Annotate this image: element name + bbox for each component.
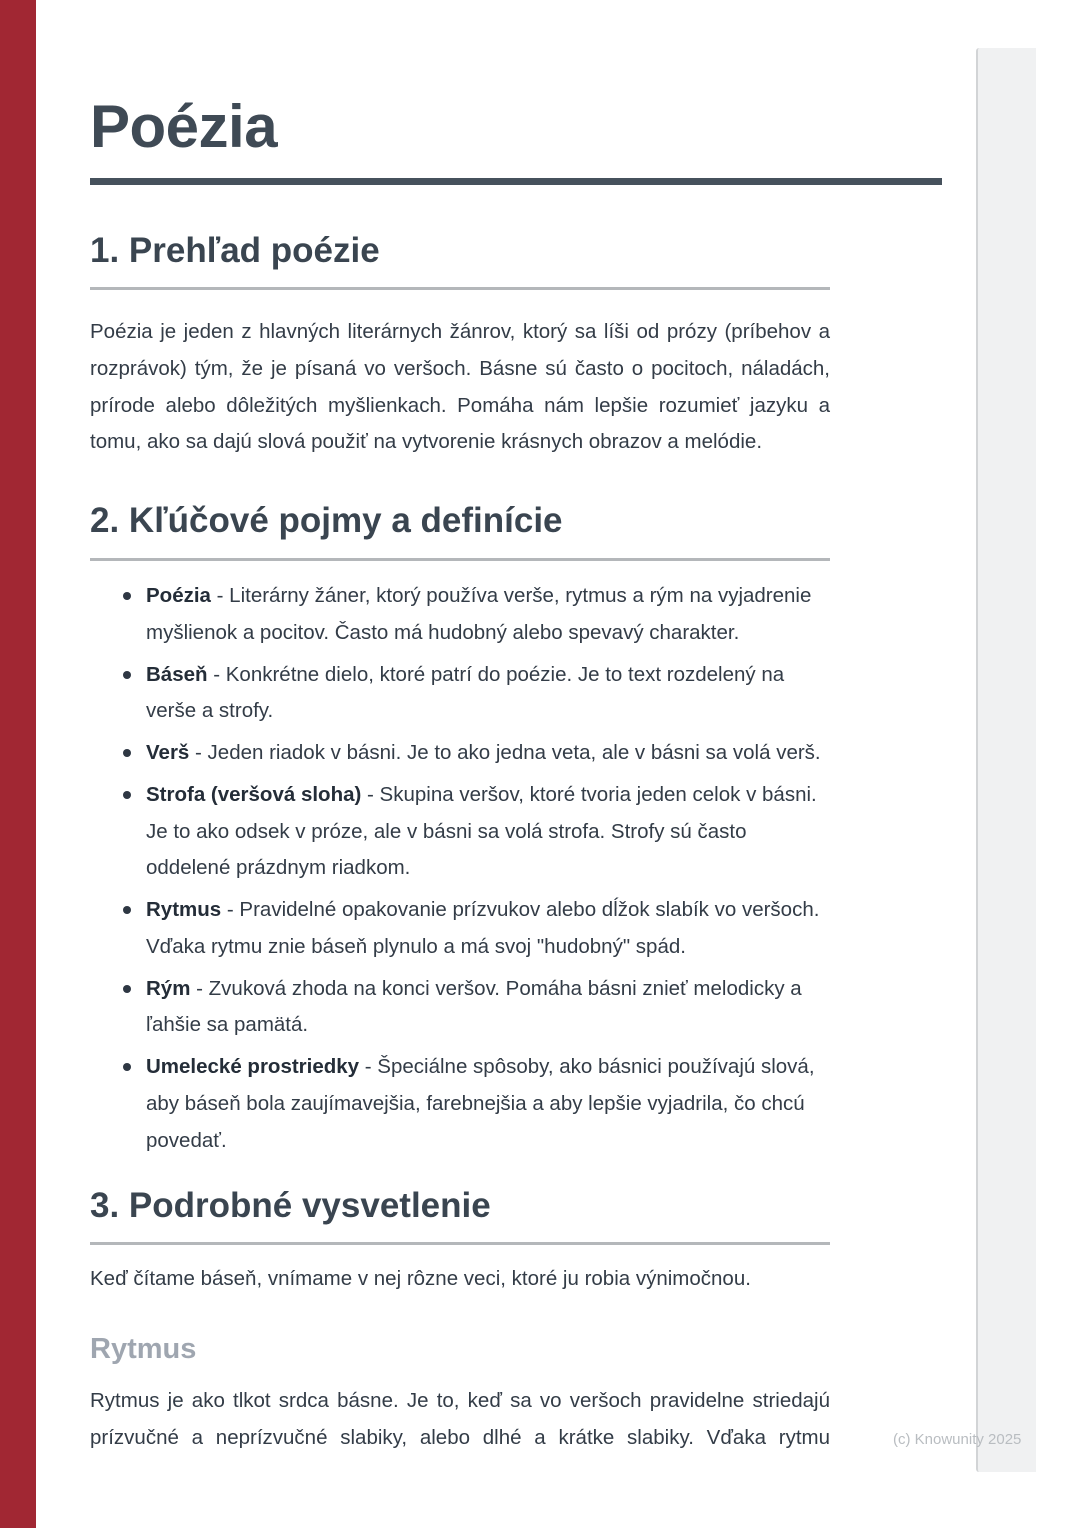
term-definition: - Špeciálne spôsoby, ako básnici používajú slová, aby báseň bola zaujímavejšia, farebnejšia a aby lepšie vyjadrila, čo chcú povedať. [146,1055,815,1152]
section-divider-2 [90,558,830,561]
copyright-watermark: (c) Knowunity 2025 [893,1431,1022,1448]
term-label: Rým [146,976,191,1000]
bullet-icon [123,985,131,993]
term-definition: - Jeden riadok v básni. Je to ako jedna veta, ale v básni sa volá verš. [195,741,821,764]
bullet-icon [123,791,131,799]
page-title: Poézia [90,93,278,160]
list-item-umelecke-prostriedky [90,1049,830,1159]
term-definition: - Literárny žáner, ktorý používa verše, rytmus a rým na vyjadrenie myšlienok a pocitov. Často má hudobný alebo spevavý charakter. [146,584,812,644]
section-heading-3: 3. Podrobné vysvetlenie [90,1186,491,1225]
term-definition: - Skupina veršov, ktoré tvoria jeden celok v básni. Je to ako odsek v próze, ale v básni sa volá strofa. Strofy sú často oddelené prázdnym riadkom. [146,782,817,880]
bullet-icon [123,749,131,757]
list-item-strofa [90,777,830,887]
section-heading-1: 1. Prehľad poézie [90,231,380,270]
bullet-icon [123,592,131,600]
list-item-basen [90,657,830,731]
list-item-poezia [90,578,830,652]
term-label: Rytmus [146,898,222,921]
bullet-icon [123,906,131,914]
list-item-rytmus [90,892,830,966]
bullet-icon [123,1063,131,1071]
term-label: Strofa (veršová sloha) [146,782,362,806]
subsection-paragraph-rytmus: Rytmus je ako tlkot srdca básne. Je to, keď sa vo veršoch pravidelne striedajú prízvučné a neprízvučné slabiky, alebo dlhé a krátke slabiky. Vďaka rytmu [90,1389,830,1449]
section-heading-2: 2. Kľúčové pojmy a definície [90,501,563,540]
section-divider-1 [90,287,830,290]
term-definition: - Pravidelné opakovanie prízvukov alebo dĺžok slabík vo veršoch. Vďaka rytmu znie báseň plynulo a má svoj "hudobný" spád. [146,898,820,958]
subsection-heading-rytmus: Rytmus [90,1333,197,1365]
term-definition: - Zvuková zhoda na konci veršov. Pomáha básni znieť melodicky a ľahšie sa pamätá. [146,976,802,1037]
definition-list [90,578,830,1164]
left-accent-bar [0,0,36,1528]
list-item-vers [90,735,830,772]
list-item-rym [90,971,830,1045]
term-label: Poézia [146,584,211,607]
section-divider-3 [90,1242,830,1245]
section-paragraph-3-intro: Keď čítame báseň, vnímame v nej rôzne veci, ktoré ju robia výnimočnou. [90,1267,751,1290]
term-label: Báseň [146,662,208,686]
bullet-icon [123,671,131,679]
term-label: Verš [146,741,190,764]
term-definition: - Konkrétne dielo, ktoré patrí do poézie. Je to text rozdelený na verše a strofy. [146,662,785,723]
section-paragraph-1: Poézia je jeden z hlavných literárnych žánrov, ktorý sa líši od prózy (príbehov a rozprávok) tým, že je písaná vo veršoch. Básne sú často o pocitoch, náladách, prírode alebo dôležitých myšlienkach. Pomáha nám lepšie rozumieť jazyku a tomu, ako sa dajú slová použiť na vytvorenie krásnych obrazov a melódie. [90,320,830,454]
term-label: Umelecké prostriedky [146,1055,360,1078]
title-divider [90,178,942,185]
page-edge-strip [976,48,1036,1472]
